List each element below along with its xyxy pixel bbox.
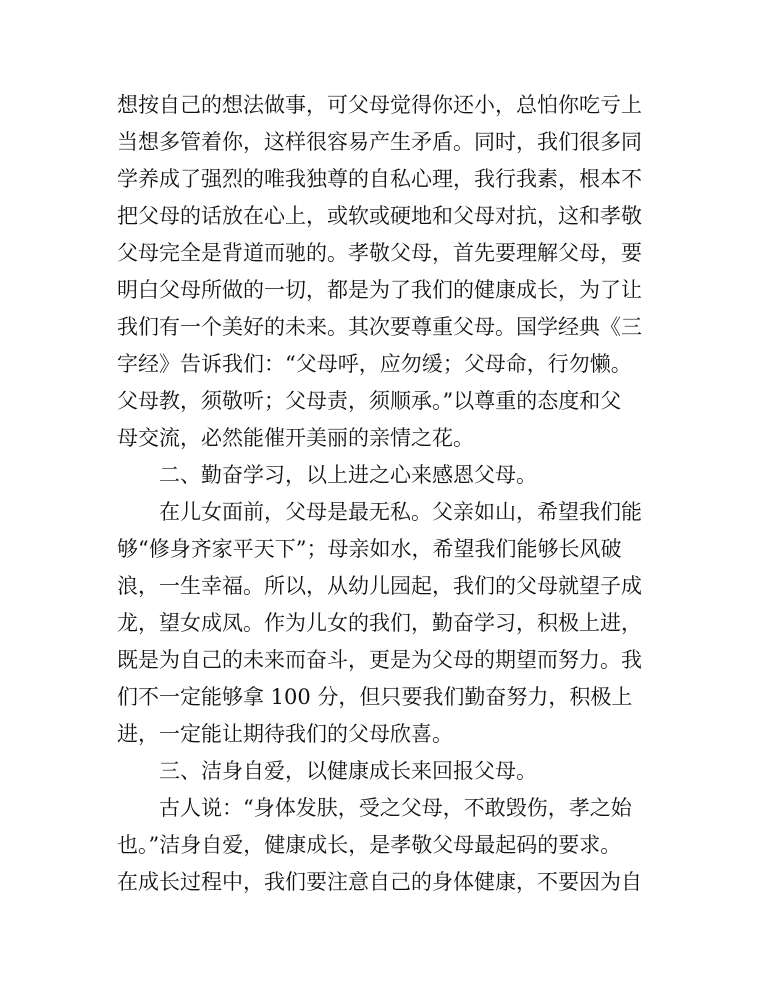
text-line: 学养成了强烈的唯我独尊的自私心理，我行我素，根本不 [117,167,642,191]
text-line: 够“修身齐家平天下”；母亲如水，希望我们能够长风破 [117,537,622,561]
text-line: 父母教，须敬听；父母责，须顺承。”以尊重的态度和父 [117,389,622,413]
text-line: 父母完全是背道而驰的。孝敬父母，首先要理解父母，要 [117,241,642,265]
section-heading: 二、勤奋学习，以上进之心来感恩父母。 [159,463,537,487]
text-line: 想按自己的想法做事，可父母觉得你还小，总怕你吃亏上 [117,93,642,117]
text-line: 龙，望女成凤。作为儿女的我们，勤奋学习，积极上进， [117,611,642,635]
paragraph-first-line: 在儿女面前，父母是最无私。父亲如山，希望我们能 [159,500,642,524]
text-line: 在成长过程中，我们要注意自己的身体健康，不要因为自 [117,870,642,894]
text-line: 浪，一生幸福。所以，从幼儿园起，我们的父母就望子成 [117,574,642,598]
text-line: 进，一定能让期待我们的父母欣喜。 [117,722,453,746]
text-line: 我们有一个美好的未来。其次要尊重父母。国学经典《三 [117,315,642,339]
text-line: 母交流，必然能催开美丽的亲情之花。 [117,426,474,450]
text-line: 把父母的话放在心上，或软或硬地和父母对抗，这和孝敬 [117,204,642,228]
paragraph-first-line: 古人说：“身体发肤，受之父母，不敢毁伤，孝之始 [159,796,632,820]
text-line: 也。”洁身自爱，健康成长，是孝敬父母最起码的要求。 [117,833,622,857]
text-line: 字经》告诉我们：“父母呼，应勿缓；父母命，行勿懒。 [117,352,632,376]
text-line: 既是为自己的未来而奋斗，更是为父母的期望而努力。我 [117,648,642,672]
section-heading: 三、洁身自爱，以健康成长来回报父母。 [159,759,537,783]
text-line: 们不一定能够拿 100 分，但只要我们勤奋努力，积极上 [117,685,633,709]
text-line: 明白父母所做的一切，都是为了我们的健康成长，为了让 [117,278,642,302]
text-line: 当想多管着你，这样很容易产生矛盾。同时，我们很多同 [117,130,642,154]
